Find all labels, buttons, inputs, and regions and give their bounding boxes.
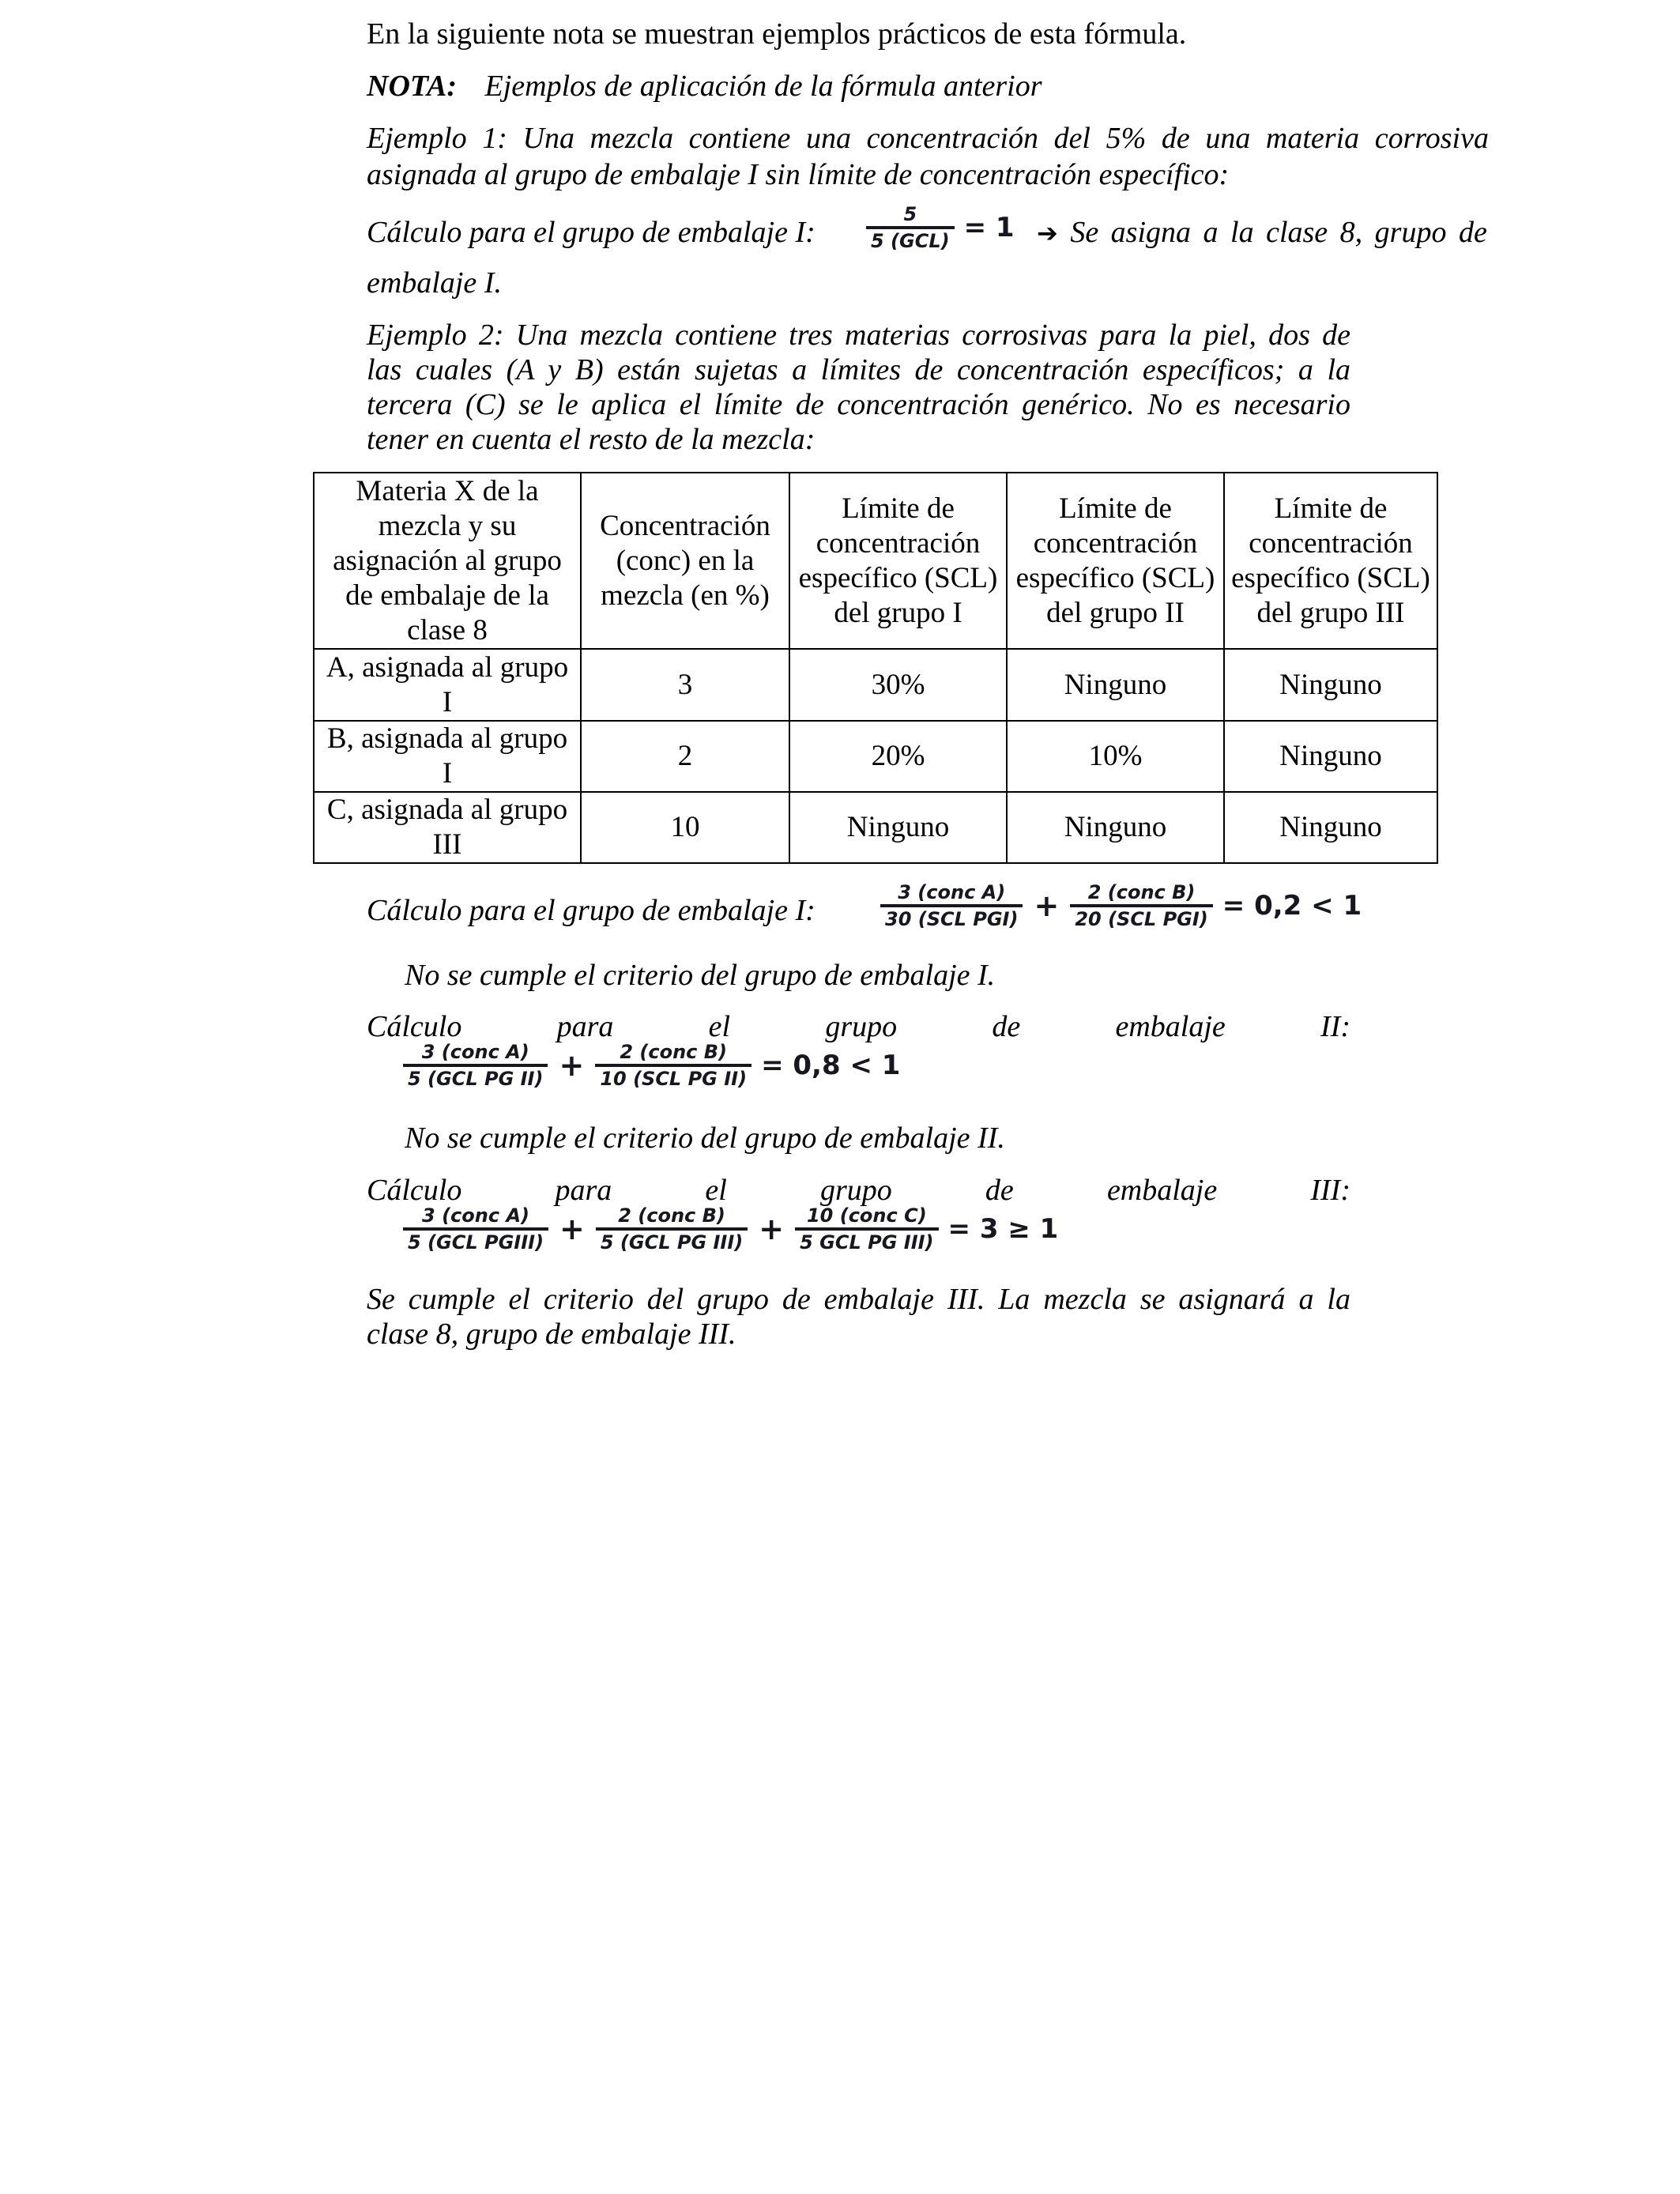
fraction-bar [595, 1064, 751, 1067]
fraction [595, 1042, 751, 1089]
calc-group2-conclusion: No se cumple el criterio del grupo de embalaje II. [405, 1122, 1005, 1155]
label-word: Cálculo [367, 1010, 462, 1043]
example1-conclusion [1037, 215, 1487, 251]
table-row [314, 649, 1437, 720]
fraction-bar [403, 1227, 548, 1231]
example1-conclusion-end: embalaje I. [367, 266, 502, 300]
table-cell: 10% [1007, 721, 1224, 792]
fraction-numerator: 2 (conc B) [618, 1204, 725, 1227]
table-header-cell: Límite de concentración específico (SCL) del grupo II [1007, 473, 1224, 649]
calc-group3-label [367, 1173, 1350, 1208]
example2-line4: tener en cuenta el resto de la mezcla: [367, 423, 816, 456]
table-cell: 10 [581, 792, 789, 863]
formula-result: = 1 [963, 212, 1015, 243]
fraction-denominator: 5 (GCL PG II) [408, 1068, 544, 1090]
fraction-bar [403, 1064, 548, 1067]
fraction-bar [1070, 904, 1212, 907]
note-label: NOTA: [367, 70, 457, 103]
example1-formula [863, 204, 1015, 251]
label-word: grupo [825, 1010, 898, 1043]
label-word: el [705, 1174, 727, 1207]
fraction-denominator: 10 (SCL PG II) [600, 1068, 748, 1090]
fraction [880, 882, 1023, 929]
table-cell: B, asignada al grupo I [314, 721, 581, 792]
fraction [866, 204, 955, 251]
fraction-numerator: 3 (conc A) [421, 1041, 529, 1063]
calc-group1-label: Cálculo para el grupo de embalaje I: [367, 894, 816, 927]
fraction-denominator: 5 GCL PG III) [800, 1231, 934, 1253]
table-header-cell: Límite de concentración específico (SCL) del grupo III [1224, 473, 1437, 649]
fraction-denominator: 5 (GCL) [871, 230, 950, 252]
table-row [314, 721, 1437, 792]
formula-result: = 3 ≥ 1 [947, 1213, 1059, 1245]
note-heading [367, 69, 1042, 104]
formula-result: = 0,2 < 1 [1222, 890, 1362, 922]
example2-line3: tercera (C) se le aplica el límite de concentración genérico. No es necesario [367, 388, 1350, 421]
formula-result: = 0,8 < 1 [761, 1050, 901, 1081]
intro-paragraph: En la siguiente nota se muestran ejemplos prácticos de esta fórmula. [367, 17, 1187, 51]
calc-group2-formula [400, 1042, 900, 1089]
example1-conclusion-text: Se asigna a la clase 8, grupo de [1070, 216, 1487, 249]
fraction-numerator: 2 (conc B) [1087, 881, 1196, 903]
table-row [314, 792, 1437, 863]
fraction-bar [880, 904, 1023, 907]
table-cell: Ninguno [1007, 792, 1224, 863]
table-cell: Ninguno [1224, 649, 1437, 720]
table-cell: 3 [581, 649, 789, 720]
plus-sign: + [759, 1212, 785, 1246]
fraction [596, 1205, 748, 1253]
table-header-cell: Límite de concentración específico (SCL) del grupo I [789, 473, 1007, 649]
fraction [1070, 882, 1212, 929]
fraction-numerator: 3 (conc A) [422, 1204, 529, 1227]
example2-line1: Ejemplo 2: Una mezcla contiene tres materias corrosivas para la piel, dos de [367, 319, 1350, 352]
table-cell: 2 [581, 721, 789, 792]
table-cell: A, asignada al grupo I [314, 649, 581, 720]
note-text: Ejemplos de aplicación de la fórmula anterior [484, 70, 1042, 103]
table-header-cell: Concentración (conc) en la mezcla (en %) [581, 473, 789, 649]
label-word: embalaje [1115, 1010, 1226, 1043]
calc-group2-label [367, 1009, 1350, 1045]
label-word: para [555, 1174, 612, 1207]
example1-line1: Ejemplo 1: Una mezcla contiene una concentración del 5% de una materia corrosiva [367, 122, 1489, 155]
calc-group1-conclusion: No se cumple el criterio del grupo de embalaje I. [405, 959, 996, 992]
plus-sign: + [559, 1212, 585, 1246]
label-word: el [708, 1010, 731, 1043]
fraction-denominator: 5 (GCL PG III) [600, 1231, 744, 1253]
fraction-bar [866, 226, 955, 229]
fraction [795, 1205, 938, 1253]
fraction-numerator: 5 [903, 203, 917, 225]
label-word: de [985, 1174, 1014, 1207]
arrow-right-icon: ➔ [1037, 218, 1058, 248]
fraction-bar [596, 1227, 748, 1231]
fraction-numerator: 2 (conc B) [620, 1041, 728, 1063]
fraction-denominator: 30 (SCL PGI) [885, 908, 1019, 930]
calc-group3-conclusion-line1: Se cumple el criterio del grupo de embalaje III. La mezcla se asignará a la [367, 1283, 1350, 1316]
plus-sign: + [1034, 888, 1060, 923]
calc-group3-conclusion-line2: clase 8, grupo de embalaje III. [367, 1318, 736, 1351]
example2-line2: las cuales (A y B) están sujetas a límites de concentración específicos; a la [367, 353, 1350, 386]
fraction-denominator: 20 (SCL PGI) [1075, 908, 1208, 930]
table-cell: Ninguno [1224, 721, 1437, 792]
calc-group3-formula [400, 1205, 1058, 1253]
label-word: para [556, 1010, 614, 1043]
label-word: Cálculo [367, 1174, 462, 1207]
label-word: de [992, 1010, 1021, 1043]
label-word: embalaje [1106, 1174, 1218, 1207]
concentration-table [313, 472, 1438, 864]
fraction-numerator: 3 (conc A) [898, 881, 1006, 903]
table-cell: 30% [789, 649, 1007, 720]
plus-sign: + [559, 1048, 585, 1083]
fraction [403, 1042, 548, 1089]
calc-group1-formula [877, 882, 1362, 929]
fraction-bar [795, 1227, 938, 1231]
table-cell: Ninguno [1007, 649, 1224, 720]
table-cell: C, asignada al grupo III [314, 792, 581, 863]
example1-calc-label: Cálculo para el grupo de embalaje I: [367, 216, 816, 249]
label-word: grupo [819, 1174, 892, 1207]
label-word: II: [1320, 1010, 1350, 1043]
fraction-denominator: 5 (GCL PGIII) [408, 1231, 544, 1253]
table-cell: Ninguno [1224, 792, 1437, 863]
table-header-cell: Materia X de la mezcla y su asignación al grupo de embalaje de la clase 8 [314, 473, 581, 649]
table-header-row [314, 473, 1437, 649]
table-cell: Ninguno [789, 792, 1007, 863]
table-cell: 20% [789, 721, 1007, 792]
label-word: III: [1310, 1174, 1350, 1207]
fraction-numerator: 10 (conc C) [806, 1204, 927, 1227]
example1-line2: asignada al grupo de embalaje I sin límite de concentración específico: [367, 158, 1230, 191]
fraction [403, 1205, 548, 1253]
